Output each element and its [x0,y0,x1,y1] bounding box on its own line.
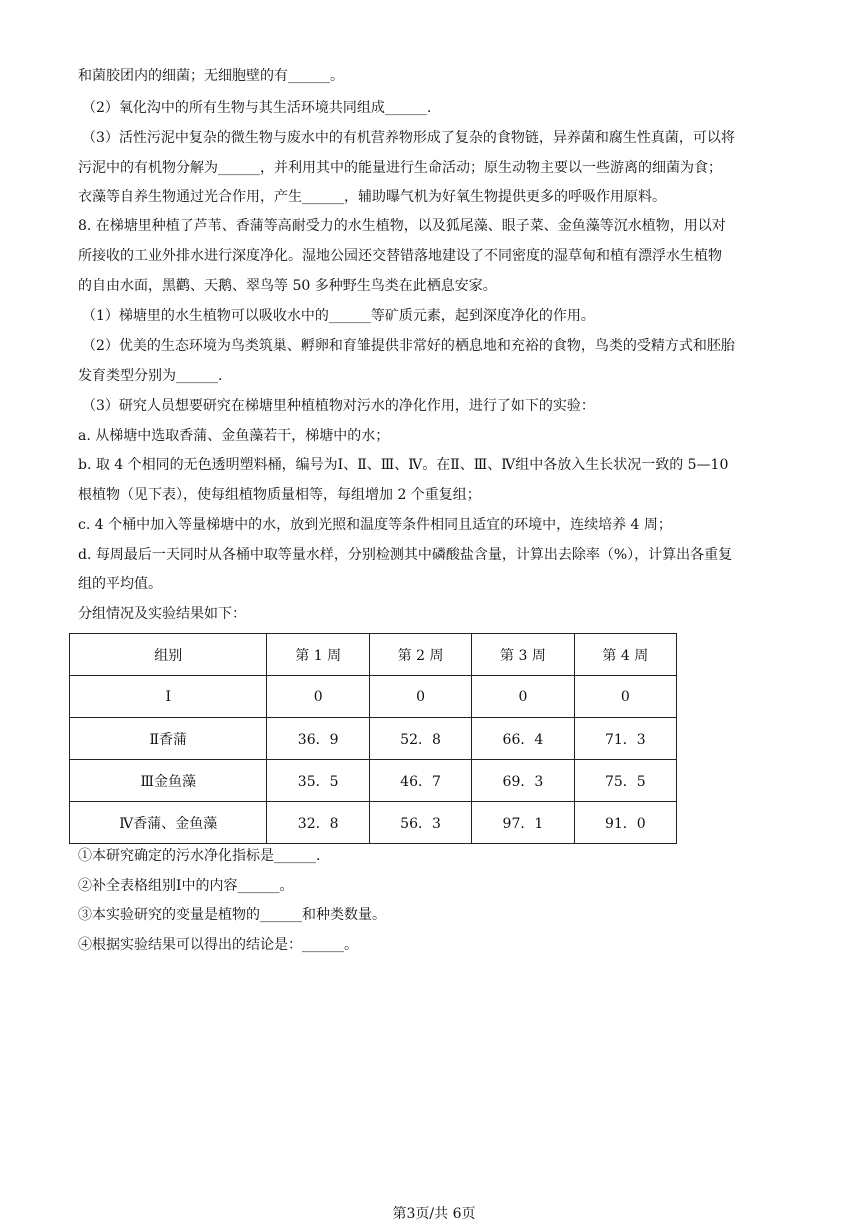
table-header-cell: 第 3 周 [472,634,574,676]
table-cell: 66．4 [472,718,574,760]
text-line: （3）研究人员想要研究在梯塘里种植植物对污水的净化作用，进行了如下的实验： [82,398,595,414]
table-cell: 75．5 [574,760,676,802]
text-line: 发育类型分别为______. [78,368,223,384]
table-cell: 71．3 [574,718,676,760]
table-header-cell: 第 2 周 [369,634,471,676]
table-cell: 91．0 [574,802,676,844]
text-line: 污泥中的有机物分解为______，并利用其中的能量进行生命活动；原生动物主要以一些游离的细菌为食； [78,160,722,176]
step-c: c. 4 个桶中加入等量梯塘中的水，放到光照和温度等条件相同且适宜的环境中，连续培养 4 周； [78,517,672,533]
table-cell: 35．5 [267,760,369,802]
table-cell: 46．7 [369,760,471,802]
table-cell: 0 [267,676,369,718]
text-line: 根植物（见下表），使每组植物质量相等，每组增加 2 个重复组； [78,487,481,503]
table-header-cell: 第 1 周 [267,634,369,676]
text-line: 和菌胶团内的细菌；无细胞壁的有______。 [78,68,344,84]
text-line: （3）活性污泥中复杂的微生物与废水中的有机营养物形成了复杂的食物链，异养菌和腐生性真菌，可以将 [82,130,735,146]
table-header-cell: 组别 [70,634,267,676]
sub-question-3: ③本实验研究的变量是植物的______和种类数量。 [78,907,386,923]
table-caption: 分组情况及实验结果如下： [78,606,246,622]
text-line: 组的平均值。 [78,576,162,592]
table-cell: Ⅰ [70,676,267,718]
table-cell: 32．8 [267,802,369,844]
table-cell: 0 [574,676,676,718]
table-cell: Ⅳ香蒲、金鱼藻 [70,802,267,844]
text-line: 衣藻等自养生物通过光合作用，产生______，辅助曝气机为好氧生物提供更多的呼吸作用原料。 [78,189,666,205]
table-cell: 0 [369,676,471,718]
text-line: （1）梯塘里的水生植物可以吸收水中的______等矿质元素，起到深度净化的作用。 [82,308,595,324]
question-8-stem: 8. 在梯塘里种植了芦苇、香蒲等高耐受力的水生植物，以及狐尾藻、眼子菜、金鱼藻等沉水植物，用以对 [78,218,726,234]
sub-question-4: ④根据实验结果可以得出的结论是：______。 [78,937,358,953]
table-cell: 36．9 [267,718,369,760]
table-row [70,760,677,802]
page-number: 第3页/共 6页 [392,1206,476,1222]
text-line: 所接收的工业外排水进行深度净化。湿地公园还交替错落地建设了不同密度的湿草甸和植有漂浮水生植物 [78,248,722,264]
step-b: b. 取 4 个相同的无色透明塑料桶，编号为Ⅰ、Ⅱ、Ⅲ、Ⅳ。在Ⅱ、Ⅲ、Ⅳ组中各放入生长状况一致的 5—10 [78,457,729,473]
table-header-cell: 第 4 周 [574,634,676,676]
table-cell: 52．8 [369,718,471,760]
table-cell: Ⅲ金鱼藻 [70,760,267,802]
text-line: （2）氧化沟中的所有生物与其生活环境共同组成______. [82,100,432,116]
table-cell: Ⅱ香蒲 [70,718,267,760]
table-row [70,718,677,760]
sub-question-1: ①本研究确定的污水净化指标是______. [78,848,321,864]
table-row [70,802,677,844]
table-cell: 0 [472,676,574,718]
text-line: 的自由水面，黑鹳、天鹅、翠鸟等 50 多种野生鸟类在此栖息安家。 [78,278,497,294]
step-a: a. 从梯塘中选取香蒲、金鱼藻若干，梯塘中的水； [78,428,390,444]
table-header-row [70,634,677,676]
table-cell: 97．1 [472,802,574,844]
results-table [69,633,677,844]
table-cell: 56．3 [369,802,471,844]
table-row [70,676,677,718]
text-line: （2）优美的生态环境为鸟类筑巢、孵卵和育雏提供非常好的栖息地和充裕的食物，鸟类的受精方式和胚胎 [82,338,735,354]
table-cell: 69．3 [472,760,574,802]
sub-question-2: ②补全表格组别Ⅰ中的内容______。 [78,878,294,894]
step-d: d. 每周最后一天同时从各桶中取等量水样，分别检测其中磷酸盐含量，计算出去除率（%），计算出各重复 [78,547,733,563]
